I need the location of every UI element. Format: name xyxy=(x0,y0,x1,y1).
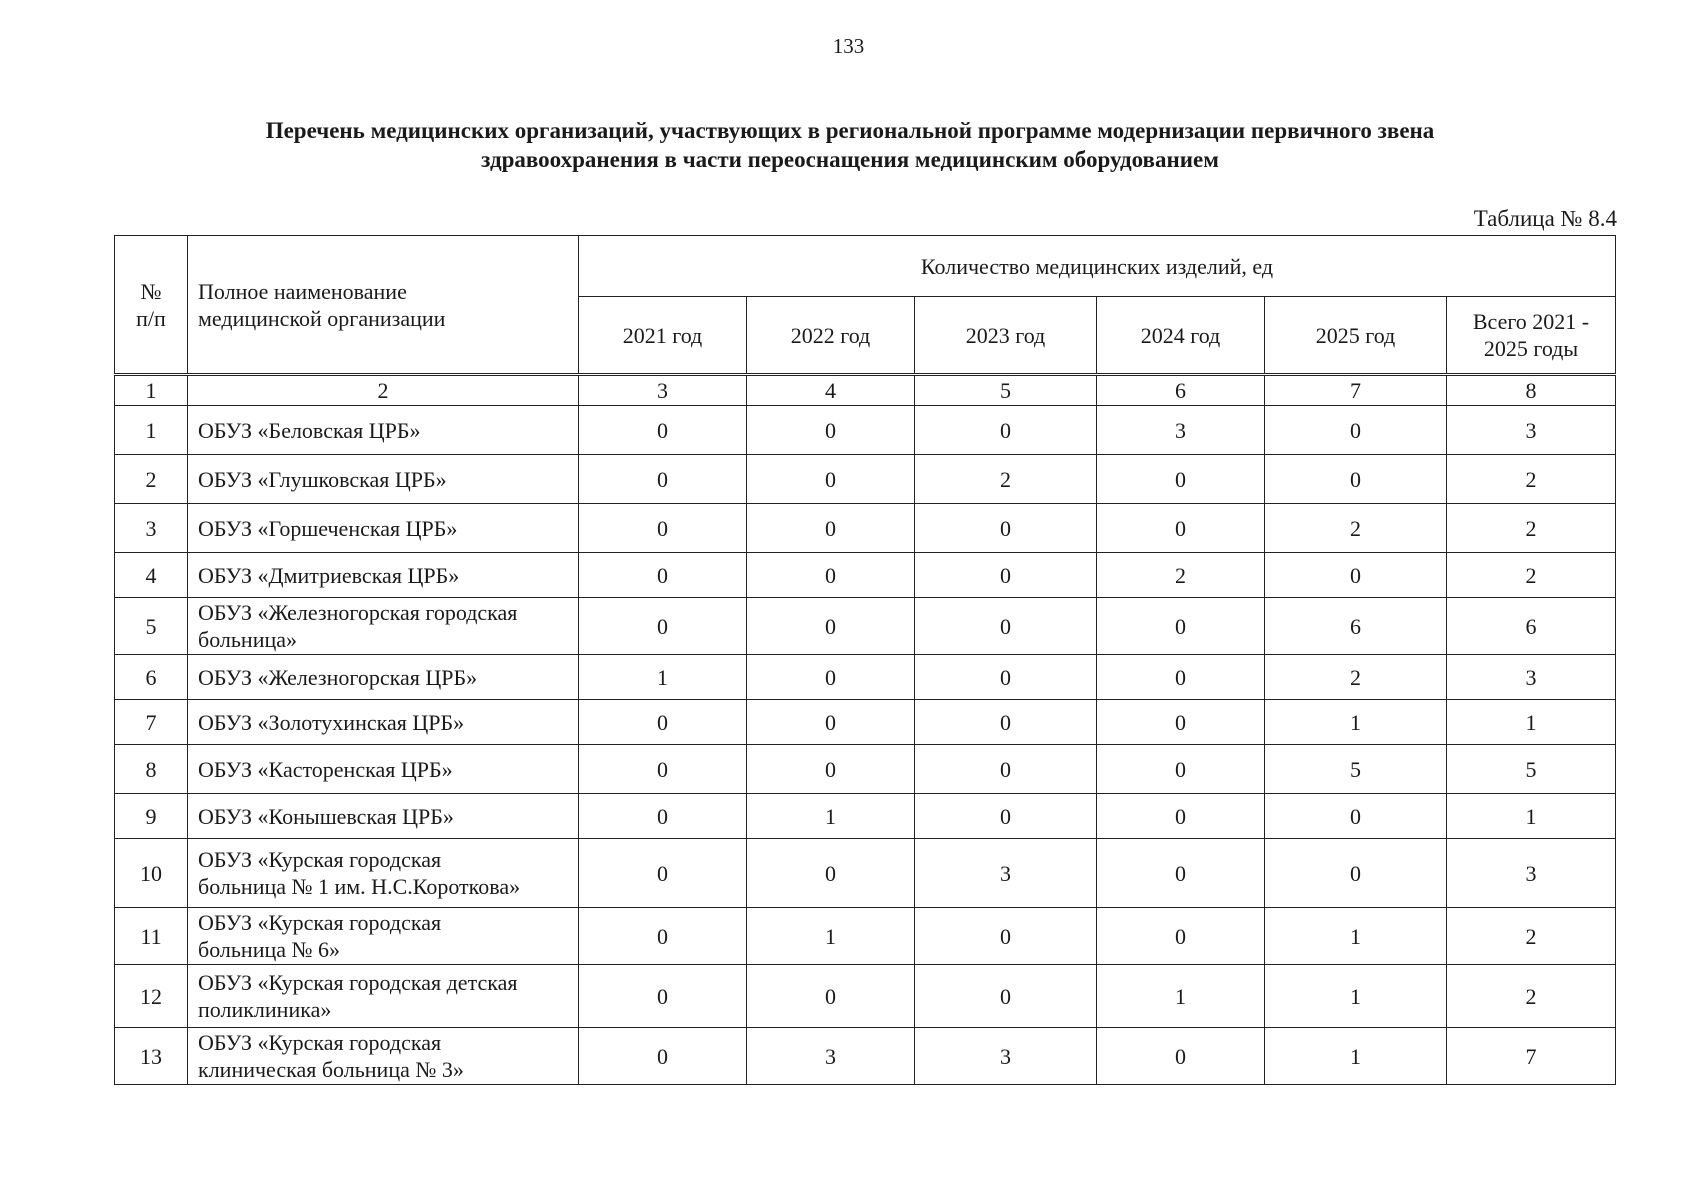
org-name: ОБУЗ «Беловская ЦРБ» xyxy=(188,406,579,455)
value-2021: 0 xyxy=(579,700,747,745)
value-2021: 0 xyxy=(579,455,747,504)
title-line-1: Перечень медицинских организаций, участвующих в региональной программе модернизации первичного звена xyxy=(265,118,1435,143)
org-name: ОБУЗ «Курская городская детская поликлиника» xyxy=(188,965,579,1028)
row-num: 12 xyxy=(115,965,188,1028)
table-row xyxy=(115,745,1616,794)
org-name: ОБУЗ «Железногорская городская больница» xyxy=(188,598,579,655)
table-row xyxy=(115,965,1616,1028)
value-2021: 0 xyxy=(579,598,747,655)
value-2025: 5 xyxy=(1265,745,1447,794)
value-2023: 3 xyxy=(915,1028,1097,1085)
org-name: ОБУЗ «Курская городская клиническая больница № 3» xyxy=(188,1028,579,1085)
value-total: 2 xyxy=(1447,553,1616,598)
org-name: ОБУЗ «Конышевская ЦРБ» xyxy=(188,794,579,839)
column-number: 4 xyxy=(747,375,915,406)
column-number: 5 xyxy=(915,375,1097,406)
value-2021: 1 xyxy=(579,655,747,700)
value-2022: 1 xyxy=(747,794,915,839)
value-2024: 0 xyxy=(1097,1028,1265,1085)
value-2025: 2 xyxy=(1265,504,1447,553)
row-num: 11 xyxy=(115,908,188,965)
document-title xyxy=(150,116,1550,174)
value-2025: 1 xyxy=(1265,1028,1447,1085)
value-2022: 0 xyxy=(747,406,915,455)
column-number-row xyxy=(115,375,1616,406)
value-2023: 0 xyxy=(915,553,1097,598)
value-2021: 0 xyxy=(579,504,747,553)
column-number: 8 xyxy=(1447,375,1616,406)
value-2022: 0 xyxy=(747,839,915,908)
value-2024: 0 xyxy=(1097,700,1265,745)
org-name: ОБУЗ «Железногорская ЦРБ» xyxy=(188,655,579,700)
value-2024: 0 xyxy=(1097,598,1265,655)
value-total: 3 xyxy=(1447,839,1616,908)
value-2023: 0 xyxy=(915,745,1097,794)
row-num: 4 xyxy=(115,553,188,598)
value-2022: 0 xyxy=(747,455,915,504)
value-2022: 0 xyxy=(747,504,915,553)
value-total: 2 xyxy=(1447,965,1616,1028)
value-2022: 0 xyxy=(747,700,915,745)
value-2025: 2 xyxy=(1265,655,1447,700)
row-num: 6 xyxy=(115,655,188,700)
value-2025: 0 xyxy=(1265,455,1447,504)
column-number: 6 xyxy=(1097,375,1265,406)
value-2024: 0 xyxy=(1097,839,1265,908)
column-number: 1 xyxy=(115,375,188,406)
value-2021: 0 xyxy=(579,745,747,794)
org-name: ОБУЗ «Золотухинская ЦРБ» xyxy=(188,700,579,745)
value-2025: 0 xyxy=(1265,553,1447,598)
value-2025: 1 xyxy=(1265,965,1447,1028)
table-row xyxy=(115,406,1616,455)
value-2023: 2 xyxy=(915,455,1097,504)
value-2024: 0 xyxy=(1097,745,1265,794)
row-num: 13 xyxy=(115,1028,188,1085)
table-row xyxy=(115,1028,1616,1085)
value-2023: 0 xyxy=(915,965,1097,1028)
value-2021: 0 xyxy=(579,1028,747,1085)
value-total: 2 xyxy=(1447,908,1616,965)
table-row xyxy=(115,455,1616,504)
header-org-name: Полное наименование медицинской организации xyxy=(188,236,579,375)
value-2021: 0 xyxy=(579,908,747,965)
value-2022: 0 xyxy=(747,598,915,655)
header-year-2024: 2024 год xyxy=(1097,297,1265,375)
value-2024: 0 xyxy=(1097,655,1265,700)
value-2021: 0 xyxy=(579,406,747,455)
org-name: ОБУЗ «Касторенская ЦРБ» xyxy=(188,745,579,794)
value-total: 2 xyxy=(1447,455,1616,504)
value-2022: 1 xyxy=(747,908,915,965)
row-num: 3 xyxy=(115,504,188,553)
header-num: № п/п xyxy=(115,236,188,375)
org-name: ОБУЗ «Курская городская больница № 1 им. Н.С.Короткова» xyxy=(188,839,579,908)
row-num: 7 xyxy=(115,700,188,745)
value-2025: 0 xyxy=(1265,406,1447,455)
value-2021: 0 xyxy=(579,553,747,598)
value-2025: 1 xyxy=(1265,908,1447,965)
org-name: ОБУЗ «Горшеченская ЦРБ» xyxy=(188,504,579,553)
value-total: 3 xyxy=(1447,406,1616,455)
value-total: 5 xyxy=(1447,745,1616,794)
value-2021: 0 xyxy=(579,794,747,839)
value-2022: 0 xyxy=(747,553,915,598)
row-num: 8 xyxy=(115,745,188,794)
value-2022: 0 xyxy=(747,655,915,700)
header-quantity-group: Количество медицинских изделий, ед xyxy=(579,236,1616,297)
value-2024: 0 xyxy=(1097,455,1265,504)
value-2024: 0 xyxy=(1097,908,1265,965)
table-row xyxy=(115,655,1616,700)
value-2023: 0 xyxy=(915,504,1097,553)
table-row xyxy=(115,794,1616,839)
header-year-2022: 2022 год xyxy=(747,297,915,375)
value-2025: 1 xyxy=(1265,700,1447,745)
value-2023: 0 xyxy=(915,794,1097,839)
page-number: 133 xyxy=(832,34,865,58)
value-2023: 3 xyxy=(915,839,1097,908)
header-year-2023: 2023 год xyxy=(915,297,1097,375)
value-2025: 0 xyxy=(1265,794,1447,839)
value-2023: 0 xyxy=(915,406,1097,455)
value-2021: 0 xyxy=(579,965,747,1028)
table-row xyxy=(115,908,1616,965)
header-year-2021: 2021 год xyxy=(579,297,747,375)
value-2024: 2 xyxy=(1097,553,1265,598)
value-total: 7 xyxy=(1447,1028,1616,1085)
value-2024: 3 xyxy=(1097,406,1265,455)
value-total: 3 xyxy=(1447,655,1616,700)
row-num: 9 xyxy=(115,794,188,839)
value-2024: 0 xyxy=(1097,794,1265,839)
value-2023: 0 xyxy=(915,908,1097,965)
row-num: 10 xyxy=(115,839,188,908)
table-row xyxy=(115,700,1616,745)
row-num: 5 xyxy=(115,598,188,655)
value-2023: 0 xyxy=(915,598,1097,655)
row-num: 2 xyxy=(115,455,188,504)
table-caption: Таблица № 8.4 xyxy=(1473,206,1617,231)
table-row xyxy=(115,839,1616,908)
value-2021: 0 xyxy=(579,839,747,908)
value-2025: 6 xyxy=(1265,598,1447,655)
value-total: 2 xyxy=(1447,504,1616,553)
value-2023: 0 xyxy=(915,700,1097,745)
org-name: ОБУЗ «Глушковская ЦРБ» xyxy=(188,455,579,504)
value-total: 1 xyxy=(1447,700,1616,745)
header-year-2025: 2025 год xyxy=(1265,297,1447,375)
column-number: 2 xyxy=(188,375,579,406)
column-number: 3 xyxy=(579,375,747,406)
table-row xyxy=(115,504,1616,553)
value-total: 6 xyxy=(1447,598,1616,655)
organizations-table xyxy=(114,235,1616,1085)
value-2023: 0 xyxy=(915,655,1097,700)
value-2022: 3 xyxy=(747,1028,915,1085)
value-2025: 0 xyxy=(1265,839,1447,908)
row-num: 1 xyxy=(115,406,188,455)
column-number: 7 xyxy=(1265,375,1447,406)
value-2024: 1 xyxy=(1097,965,1265,1028)
org-name: ОБУЗ «Дмитриевская ЦРБ» xyxy=(188,553,579,598)
value-2022: 0 xyxy=(747,745,915,794)
title-line-2: здравоохранения в части переоснащения медицинским оборудованием xyxy=(481,147,1219,172)
value-total: 1 xyxy=(1447,794,1616,839)
header-total: Всего 2021 - 2025 годы xyxy=(1447,297,1616,375)
table-row xyxy=(115,598,1616,655)
table-row xyxy=(115,553,1616,598)
value-2024: 0 xyxy=(1097,504,1265,553)
value-2022: 0 xyxy=(747,965,915,1028)
org-name: ОБУЗ «Курская городская больница № 6» xyxy=(188,908,579,965)
